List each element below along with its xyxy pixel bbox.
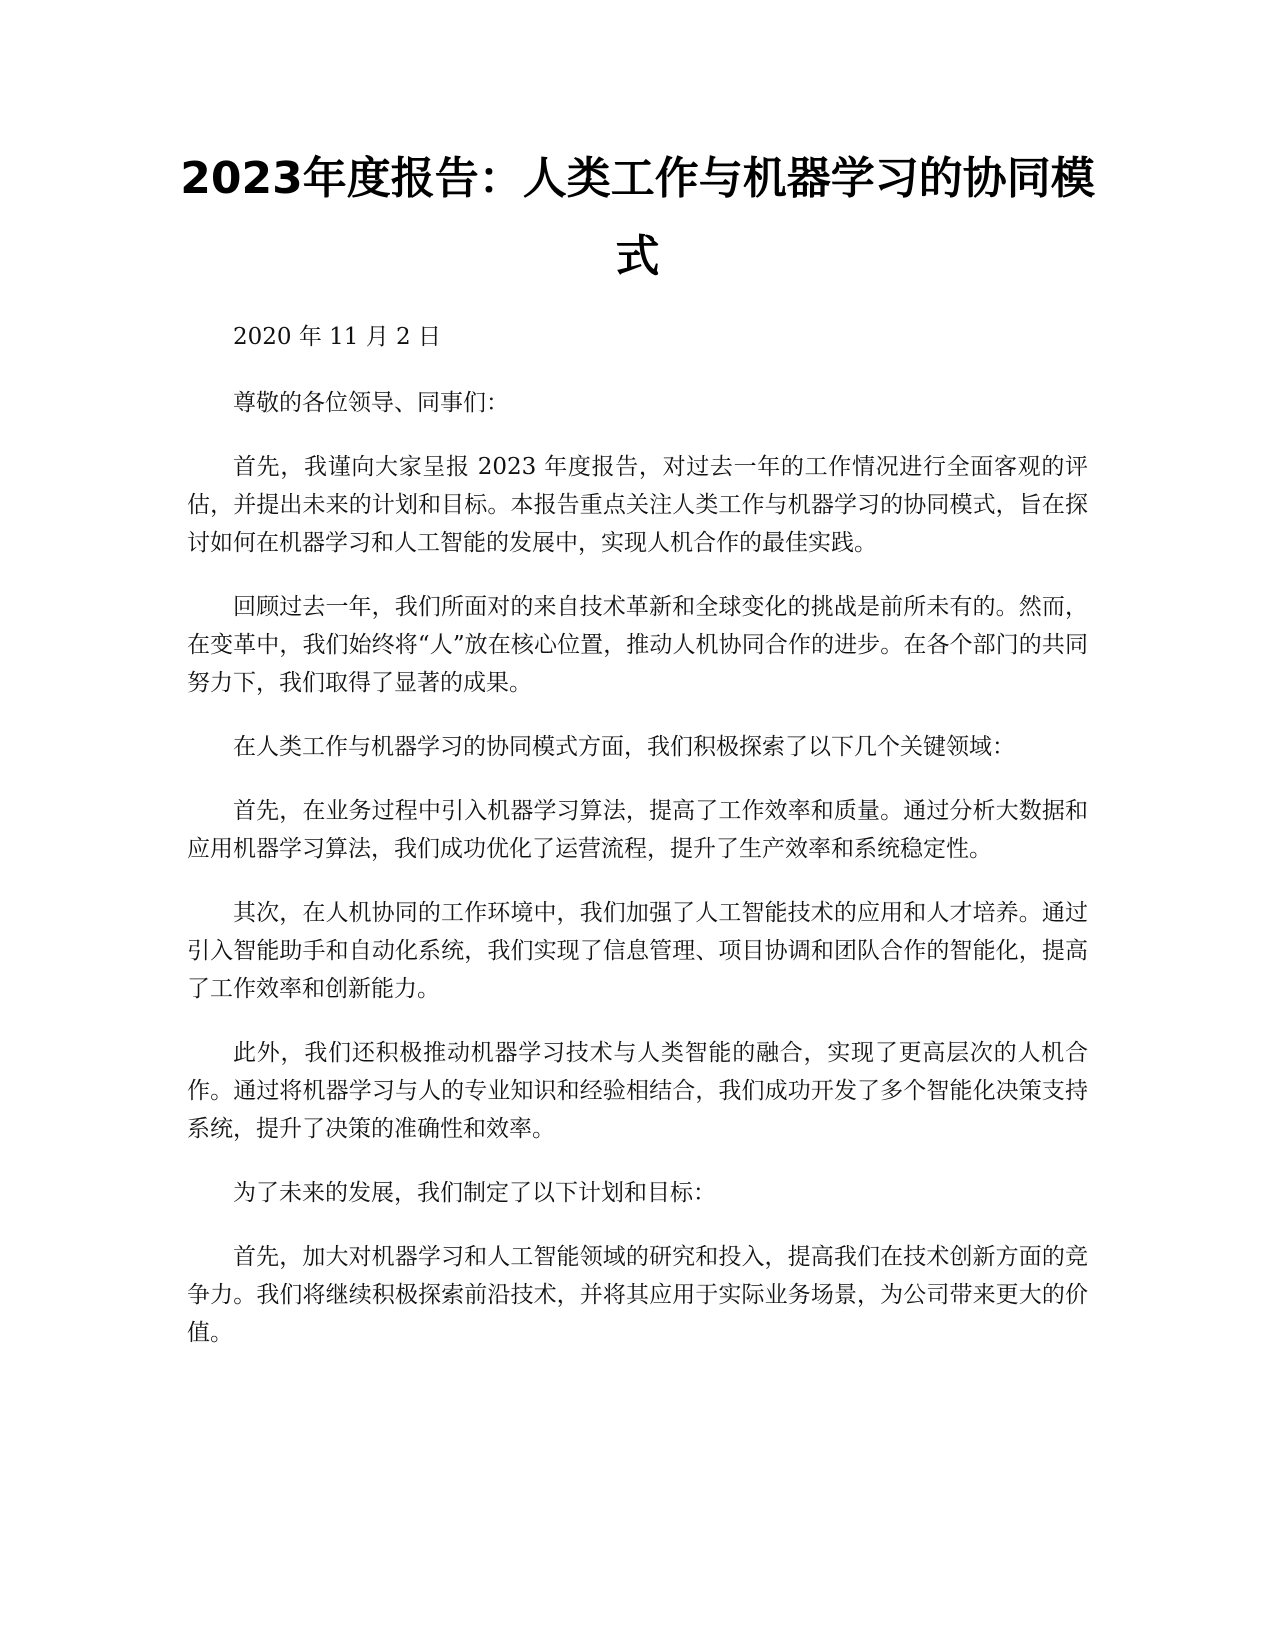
greeting: 尊敬的各位领导、同事们： [233, 390, 509, 416]
paragraph-first-area: 首先，在业务过程中引入机器学习算法，提高了工作效率和质量。通过分析大数据和应用机器学习算法，我们成功优化了运营流程，提升了生产效率和系统稳定性。 [187, 798, 1088, 862]
paragraph-intro: 首先，我谨向大家呈报 2023 年度报告，对过去一年的工作情况进行全面客观的评估，并提出未来的计划和目标。本报告重点关注人类工作与机器学习的协同模式，旨在探讨如何在机器学习和人工智能的发展中，实现人机合作的最佳实践。 [187, 454, 1088, 556]
document-title: 2023年度报告：人类工作与机器学习的协同模式 [180, 153, 1095, 282]
paragraph-plans-intro: 为了未来的发展，我们制定了以下计划和目标： [233, 1180, 716, 1206]
paragraph-second-area: 其次，在人机协同的工作环境中，我们加强了人工智能技术的应用和人才培养。通过引入智能助手和自动化系统，我们实现了信息管理、项目协调和团队合作的智能化，提高了工作效率和创新能力。 [187, 900, 1088, 1002]
paragraph-key-areas: 在人类工作与机器学习的协同模式方面，我们积极探索了以下几个关键领域： [233, 734, 1015, 760]
paragraph-review: 回顾过去一年，我们所面对的来自技术革新和全球变化的挑战是前所未有的。然而，在变革中，我们始终将“人”放在核心位置，推动人机协同合作的进步。在各个部门的共同努力下，我们取得了显著的成果。 [187, 594, 1088, 696]
paragraph-first-plan: 首先，加大对机器学习和人工智能领域的研究和投入，提高我们在技术创新方面的竞争力。我们将继续积极探索前沿技术，并将其应用于实际业务场景，为公司带来更大的价值。 [187, 1244, 1088, 1346]
document-date: 2020 年 11 月 2 日 [233, 324, 441, 350]
paragraph-third-area: 此外，我们还积极推动机器学习技术与人类智能的融合，实现了更高层次的人机合作。通过将机器学习与人的专业知识和经验相结合，我们成功开发了多个智能化决策支持系统，提升了决策的准确性和效率。 [187, 1040, 1088, 1142]
document-body [187, 318, 1088, 1378]
